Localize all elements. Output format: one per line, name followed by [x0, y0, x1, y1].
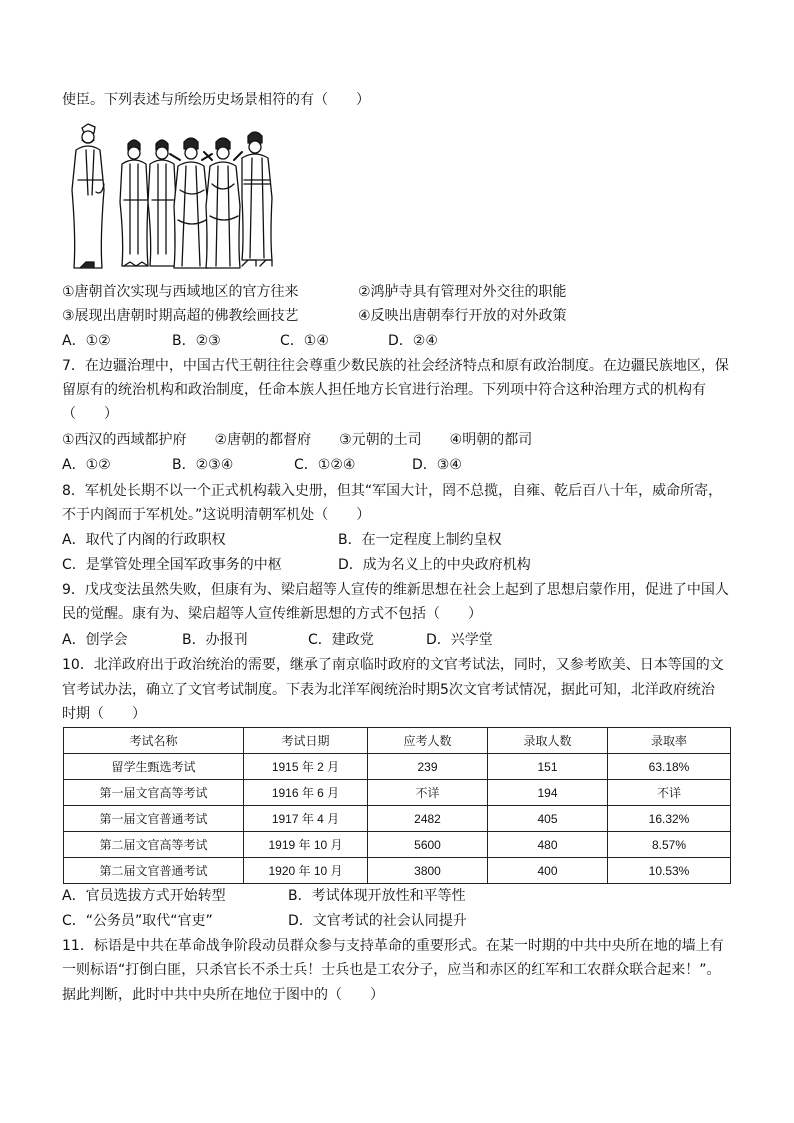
table-cell: 5600: [368, 832, 488, 858]
q6-options-row-2: [62, 306, 734, 326]
envoy-figure-6: [242, 132, 272, 266]
q8-choice-a[interactable]: A．取代了内阁的行政职权: [62, 532, 226, 548]
table-cell: 16.32%: [608, 806, 731, 832]
table-cell: 留学生甄选考试: [64, 754, 244, 780]
q7-items: ①西汉的西域都护府 ②唐朝的都督府 ③元朝的土司 ④明朝的都司: [62, 432, 533, 448]
q6-stem: 使臣。下列表述与所绘历史场景相符的有（ ）: [62, 92, 370, 108]
q7-choice-b[interactable]: B．②③④: [172, 457, 234, 473]
q6-choice-d[interactable]: D．②④: [388, 333, 438, 349]
table-row: [64, 780, 731, 806]
envoy-figure-3: [148, 140, 176, 266]
q10-stem-line-3: 时期（ ）: [62, 706, 146, 722]
table-cell: 2482: [368, 806, 488, 832]
table-cell: 1917 年 4 月: [244, 806, 368, 832]
table-cell: 不详: [368, 780, 488, 806]
table-cell: 480: [488, 832, 608, 858]
table-cell: 194: [488, 780, 608, 806]
q10-stem-line-2: 官考试办法，确立了文官考试制度。下表为北洋军阀统治时期5次文官考试情况，据此可知，北洋政府统治: [62, 682, 715, 698]
table-cell: 1919 年 10 月: [244, 832, 368, 858]
table-cell: 第二届文官普通考试: [64, 858, 244, 884]
q10-stem-line-1: 10．北洋政府出于政治统治的需要，继承了南京临时政府的文官考试法，同时，又参考欧美、日本等国的文: [62, 657, 724, 673]
q10-choice-d[interactable]: D．文官考试的社会认同提升: [288, 913, 467, 929]
table-cell: 3800: [368, 858, 488, 884]
q10-choice-b[interactable]: B．考试体现开放性和平等性: [288, 888, 466, 904]
q10-choices-row-1: [62, 886, 734, 906]
q7-stem-line-1: 7．在边疆治理中，中国古代王朝往往会尊重少数民族的社会经济特点和原有政治制度。在边疆民族地区，保: [62, 358, 729, 374]
q6-option-4: ④反映出唐朝奉行开放的对外政策: [358, 308, 567, 324]
q8-choice-c[interactable]: C．是掌管处理全国军政事务的中枢: [62, 557, 282, 573]
table-cell: 151: [488, 754, 608, 780]
q11-stem-line-3: 据此判断，此时中共中央所在地位于图中的（ ）: [62, 987, 384, 1003]
civil-exam-table: [63, 727, 731, 884]
table-cell: 第一届文官高等考试: [64, 780, 244, 806]
q8-stem-line-2: 不于内阁而于军机处。”这说明清朝军机处（ ）: [62, 507, 371, 523]
q7-choices: [62, 455, 734, 475]
table-header-row: [64, 728, 731, 754]
table-header-cell: 考试日期: [244, 728, 368, 754]
q6-options-row-1: [62, 282, 734, 302]
q9-choice-d[interactable]: D．兴学堂: [426, 632, 493, 648]
table-cell: 1915 年 2 月: [244, 754, 368, 780]
q11-stem-line-2: 一则标语“打倒白匪，只杀官长不杀士兵！士兵也是工农分子，应当和赤区的红军和工农群众联合起来！”。: [62, 962, 721, 978]
table-cell: 63.18%: [608, 754, 731, 780]
q9-choice-c[interactable]: C．建政党: [308, 632, 374, 648]
q9-choice-a[interactable]: A．创学会: [62, 632, 128, 648]
table-cell: 第一届文官普通考试: [64, 806, 244, 832]
q9-stem-line-1: 9．戊戌变法虽然失败，但康有为、梁启超等人宣传的维新思想在社会上起到了思想启蒙作用，促进了中国人: [62, 582, 729, 598]
table-cell: 第二届文官高等考试: [64, 832, 244, 858]
table-cell: 400: [488, 858, 608, 884]
table-cell: 10.53%: [608, 858, 731, 884]
table-row: [64, 832, 731, 858]
q10-choice-a[interactable]: A．官员选拔方式开始转型: [62, 888, 226, 904]
q7-choice-a[interactable]: A．①②: [62, 457, 111, 473]
table-header-cell: 考试名称: [64, 728, 244, 754]
envoy-figure-2: [120, 140, 148, 266]
q8-choice-b[interactable]: B．在一定程度上制约皇权: [338, 532, 502, 548]
q9-choice-b[interactable]: B．办报刊: [182, 632, 248, 648]
q8-stem-line-1: 8．军机处长期不以一个正式机构载入史册，但其“军国大计，罔不总揽，自雍、乾后百八十年，威命所寄，: [62, 483, 723, 499]
envoy-figure-5: [204, 138, 242, 268]
q6-choices: [62, 331, 734, 351]
table-cell: 不详: [608, 780, 731, 806]
q6-option-1: ①唐朝首次实现与西域地区的官方往来: [62, 284, 299, 300]
q7-choice-c[interactable]: C．①②④: [294, 457, 356, 473]
q9-choices: [62, 630, 734, 650]
q10-choice-c[interactable]: C．“公务员”取代“官吏”: [62, 913, 213, 929]
q11-stem-line-1: 11．标语是中共在革命战争阶段动员群众参与支持革命的重要形式。在某一时期的中共中央所在地的墙上有: [62, 938, 724, 954]
q6-choice-c[interactable]: C．①④: [280, 333, 329, 349]
table-cell: 1916 年 6 月: [244, 780, 368, 806]
table-header-cell: 应考人数: [368, 728, 488, 754]
q9-stem-line-2: 民的觉醒。康有为、梁启超等人宣传维新思想的方式不包括（ ）: [62, 606, 482, 622]
table-row: [64, 806, 731, 832]
table-cell: 405: [488, 806, 608, 832]
table-cell: 8.57%: [608, 832, 731, 858]
table-cell: 239: [368, 754, 488, 780]
q10-choices-row-2: [62, 911, 734, 931]
table-row: [64, 754, 731, 780]
table-header-cell: 录取率: [608, 728, 731, 754]
q8-choices-row-2: [62, 555, 734, 575]
envoy-figure-1: [72, 124, 104, 268]
q6-choice-a[interactable]: A．①②: [62, 333, 111, 349]
q6-option-3: ③展现出唐朝时期高超的佛教绘画技艺: [62, 308, 299, 324]
q6-option-2: ②鸿胪寺具有管理对外交往的职能: [358, 284, 567, 300]
q8-choice-d[interactable]: D．成为名义上的中央政府机构: [338, 557, 531, 573]
q7-stem-line-2: 留原有的统治机构和政治制度，任命本族人担任地方长官进行治理。下列项中符合这种治理方式的机构有: [62, 382, 706, 398]
q8-choices-row-1: [62, 530, 734, 550]
tang-envoys-illustration: [66, 120, 280, 270]
q6-choice-b[interactable]: B．②③: [172, 333, 221, 349]
table-cell: 1920 年 10 月: [244, 858, 368, 884]
table-row: [64, 858, 731, 884]
q7-stem-line-3: （ ）: [62, 406, 118, 422]
q7-choice-d[interactable]: D．③④: [412, 457, 462, 473]
table-header-cell: 录取人数: [488, 728, 608, 754]
